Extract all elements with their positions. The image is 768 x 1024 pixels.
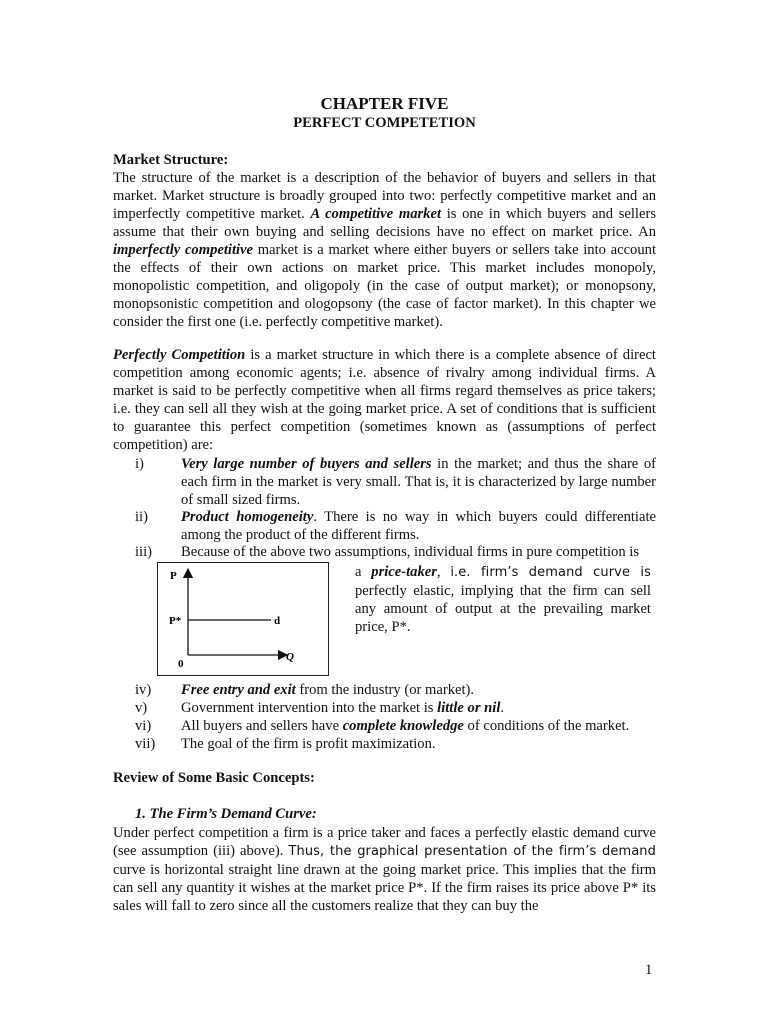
list-body: [181, 508, 656, 544]
text-run: perfectly elastic, implying that the firm can sell any amount of output at the prevailing market price, P*.: [355, 583, 651, 635]
subsection-heading-demand-curve: 1. The Firm’s Demand Curve:: [135, 806, 317, 822]
section-heading-review: Review of Some Basic Concepts:: [113, 770, 315, 786]
demand-curve-diagram: [157, 562, 329, 676]
text-run: The structure of the market is a description of the behavior of buyers and sellers in that market. Market structure is broadly grouped into two: perfectly competitive market and an imperfectly competitive market.: [113, 170, 656, 222]
text-run: of conditions of the market.: [463, 718, 630, 734]
text-run: . There is no way in which buyers could differentiate among the product of the different firms.: [181, 509, 656, 543]
text-run: is one in which buyers and sellers assume that their own buying and selling decisions have no effect on market price. An: [113, 206, 656, 240]
demand-curve-svg: [158, 563, 328, 675]
emphasis: Product homogeneity: [181, 509, 314, 525]
paragraph-price-taker: [355, 563, 651, 636]
list-number: i): [135, 456, 144, 472]
list-number: iii): [135, 544, 153, 560]
text-run: Under perfect competition a firm is a price taker and faces a perfectly elastic demand curve (see assumption (iii) above).: [113, 825, 656, 859]
term-perfectly-competition: Perfectly Competition: [113, 347, 246, 363]
text-run: Thus, the graphical presentation of the firm’s demand: [288, 844, 656, 859]
list-body: [181, 455, 656, 509]
emphasis: Very large number of buyers and sellers: [181, 456, 432, 472]
text-run: All buyers and sellers have: [181, 718, 343, 734]
list-body: [181, 699, 656, 717]
emphasis: little or nil: [437, 700, 501, 716]
text-run: ,: [436, 564, 451, 580]
text-run: a: [355, 564, 372, 580]
list-number: iv): [135, 682, 152, 698]
text-run: market is a market where either buyers or sellers take into account the effects of their own actions on market price. This market includes monopoly, monopolistic competition, and oligopoly (in the case of output market); or monopsony, monopsonistic competition and ologopsony (the case of factor market). In this chapter we consider the first one (i.e. perfectly competitive market).: [113, 242, 656, 330]
list-body: The goal of the firm is profit maximization.: [181, 736, 436, 752]
list-number: ii): [135, 509, 148, 525]
term-imperfectly-competitive: imperfectly competitive: [113, 242, 254, 258]
emphasis: complete knowledge: [342, 718, 464, 734]
emphasis: Free entry and exit: [181, 682, 296, 698]
chapter-subtitle: PERFECT COMPETETION: [293, 115, 476, 131]
x-axis-label: Q: [286, 651, 294, 663]
text-run: Government intervention into the market is: [181, 700, 438, 716]
list-number: v): [135, 700, 148, 716]
text-run: .: [500, 700, 505, 716]
text-run: from the industry (or market).: [295, 682, 475, 698]
price-label: P*: [169, 615, 182, 627]
paragraph-perfect-competition: [113, 346, 656, 454]
chapter-title: CHAPTER FIVE: [320, 94, 449, 113]
list-body: Because of the above two assumptions, individual firms in pure competition is: [181, 544, 640, 560]
text-run: in the market; and thus the share of each firm in the market is very small. That is, it is characterized by large number of small sized firms.: [181, 456, 656, 508]
term-competitive-market: A competitive market: [310, 206, 441, 222]
text-run: curve is horizontal straight line drawn at the going market price. This implies that the firm can sell any quantity it wishes at the market price P*. If the firm raises its price above P* its sales will fall to zero since all the customers realize that they can buy the: [113, 862, 656, 914]
paragraph-demand-curve: [113, 824, 656, 915]
list-body: [181, 681, 656, 699]
list-number: vi): [135, 718, 152, 734]
text-run: is a market structure in which there is a complete absence of direct competition among economic agents; i.e. absence of rivalry among individual firms. A market is said to be perfectly competitive when all firms regard themselves as price takers; i.e. they can sell all they wish at the going market price. A set of conditions that is sufficient to guarantee this perfect competition (sometimes known as (assumptions of perfect competition) are:: [113, 347, 656, 453]
text-run: i.e. firm’s demand curve is: [450, 565, 651, 580]
section-heading-market-structure: Market Structure:: [113, 152, 229, 168]
page-number: 1: [645, 962, 653, 978]
origin-label: 0: [178, 658, 184, 670]
demand-curve-label: d: [274, 615, 281, 627]
list-body: [181, 717, 656, 735]
paragraph-market-structure: [113, 169, 656, 331]
list-number: vii): [135, 736, 156, 752]
y-axis-label: P: [170, 570, 177, 582]
term-price-taker: price-taker: [371, 564, 437, 580]
